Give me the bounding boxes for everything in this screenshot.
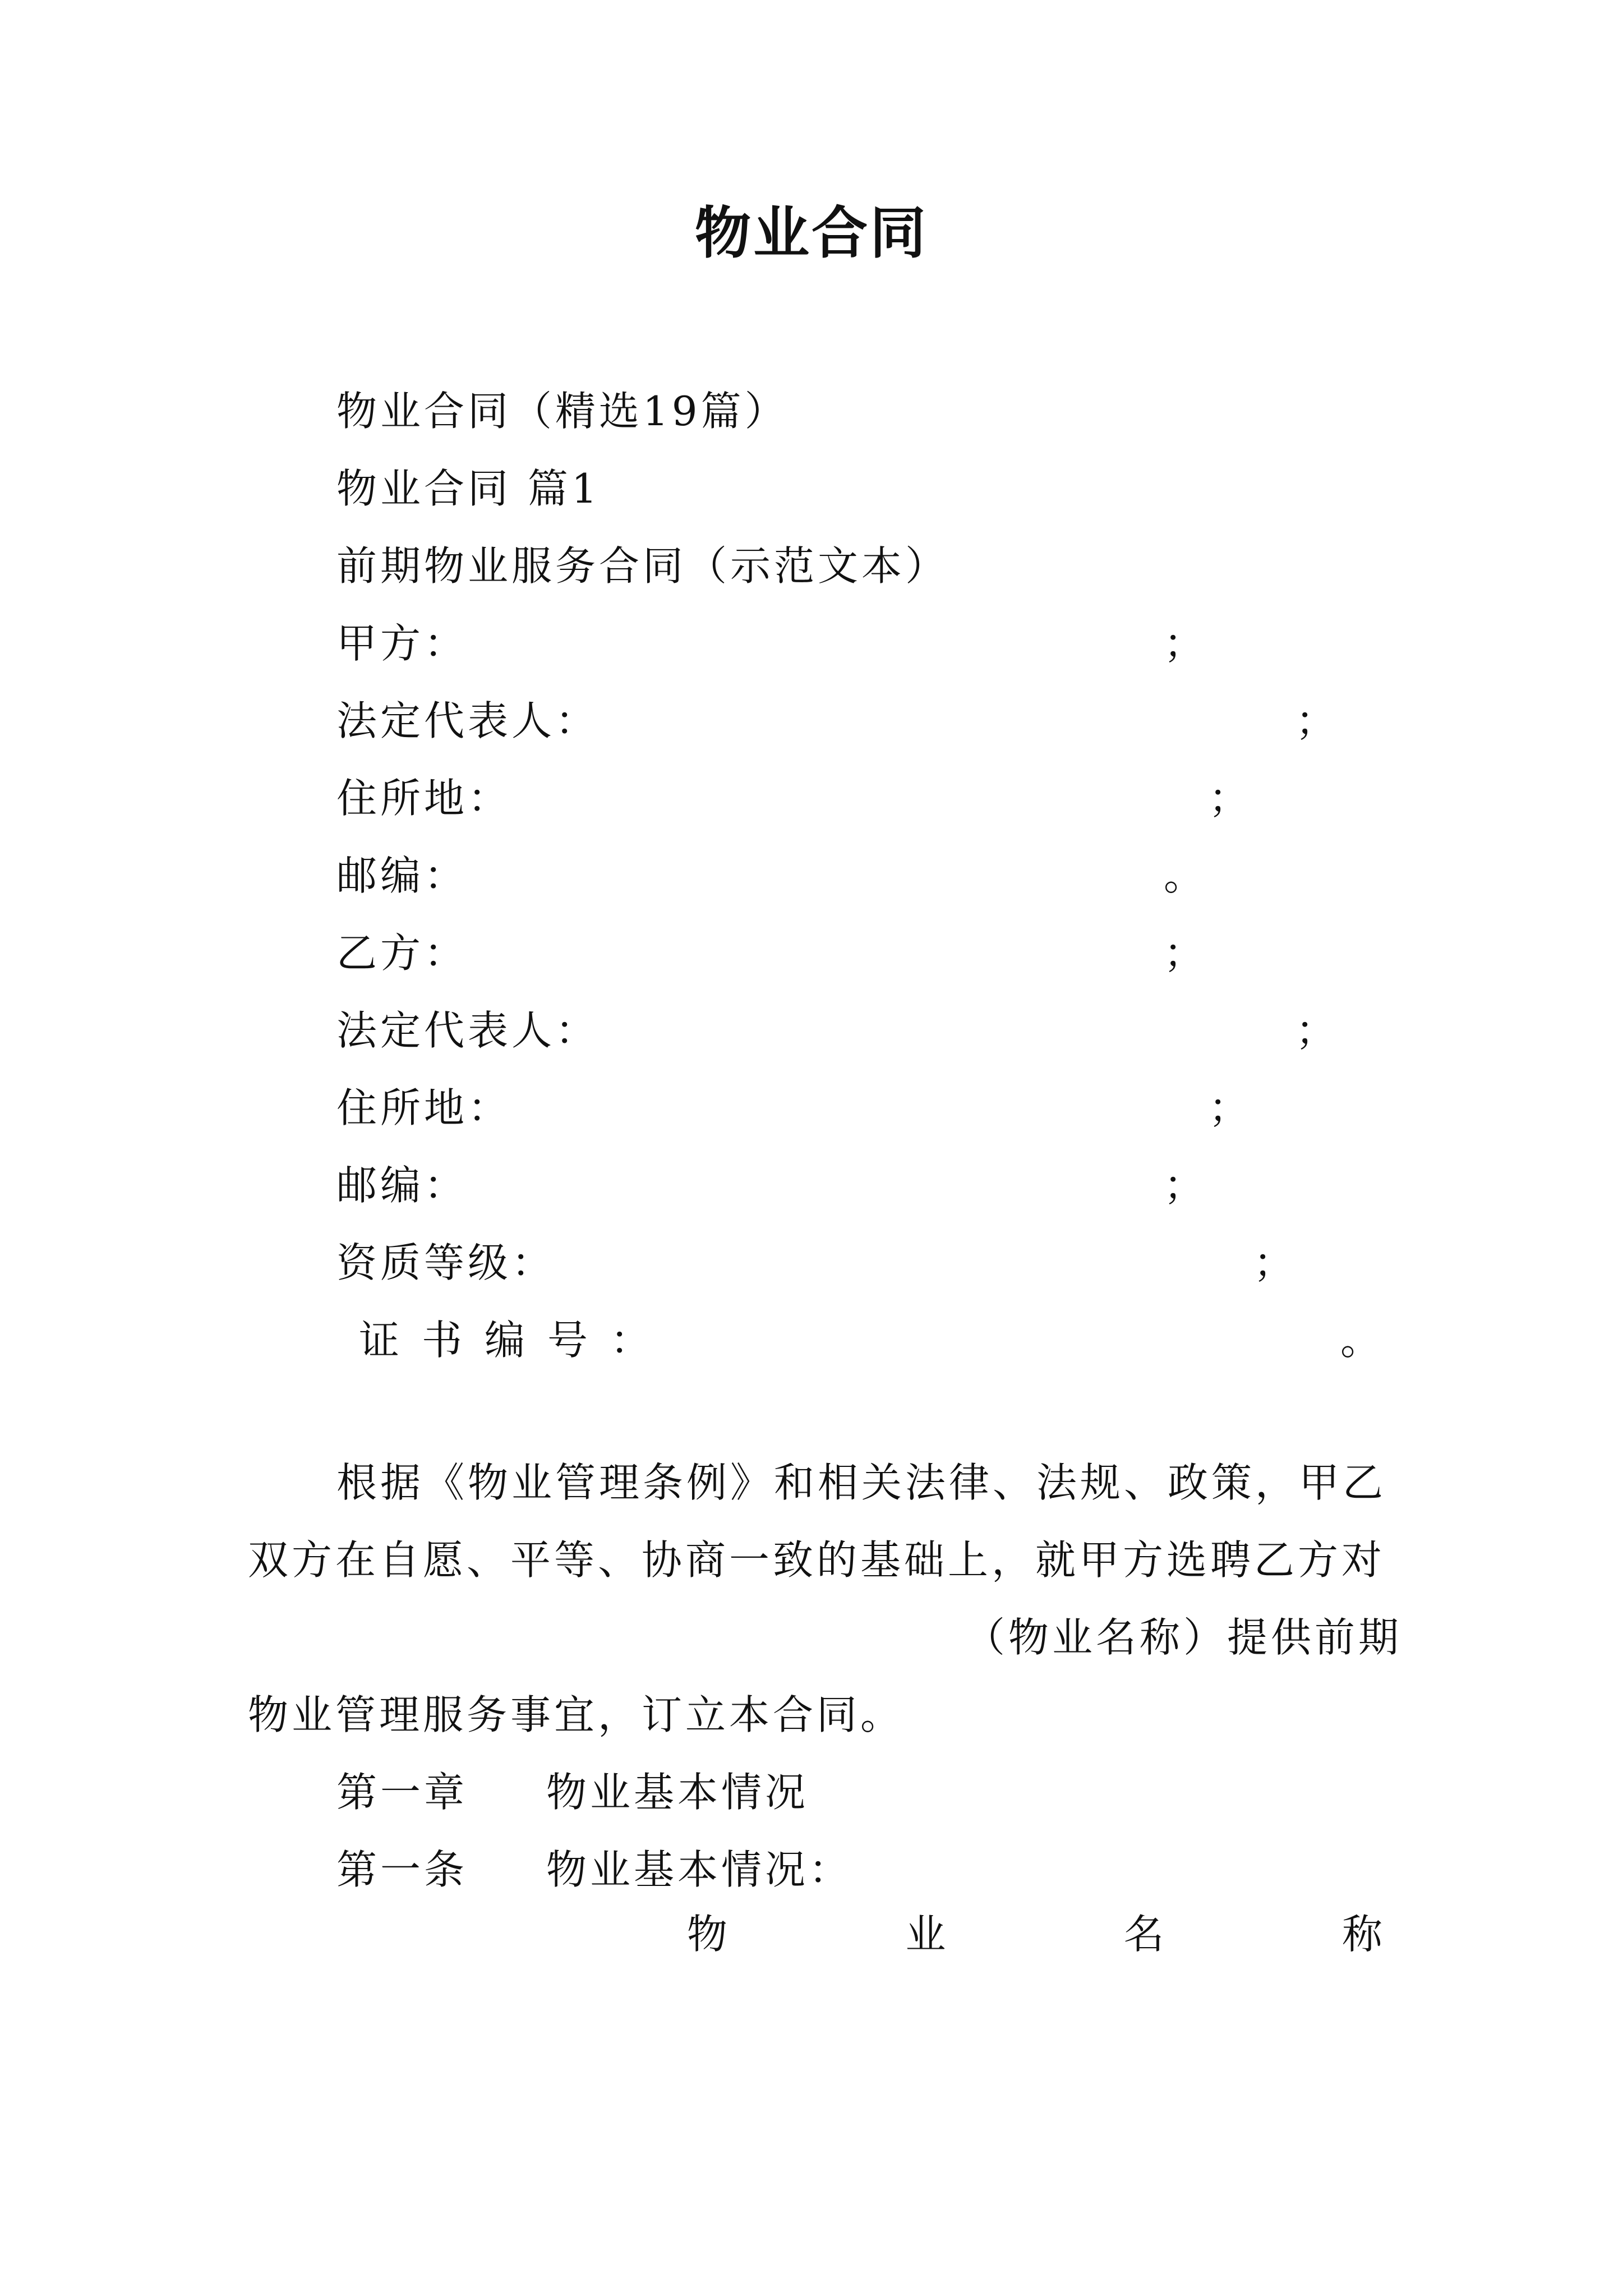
chapter-heading bbox=[336, 1768, 809, 1816]
body-line-1: 根据《物业管理条例》和相关法律、法规、政策，甲乙 bbox=[336, 1459, 1387, 1506]
article-number: 第一条 bbox=[336, 1846, 468, 1893]
party-a-address-end-mark: ； bbox=[1209, 775, 1249, 822]
party-a-rep-label: 法定代表人： bbox=[336, 697, 600, 744]
party-b-address-end-mark: ； bbox=[1209, 1084, 1249, 1131]
field-label-char: 物 bbox=[687, 1911, 728, 1958]
party-b-certificate-label: 证书编号： bbox=[359, 1317, 674, 1364]
party-a-postcode-label: 邮编： bbox=[336, 852, 468, 899]
party-b-rep-label: 法定代表人： bbox=[336, 1007, 600, 1054]
party-b-postcode-end-mark: ； bbox=[1164, 1162, 1205, 1209]
party-a-address-label: 住所地： bbox=[336, 775, 512, 822]
party-a-rep-end-mark: ； bbox=[1295, 697, 1336, 744]
party-b-end-mark: ； bbox=[1164, 930, 1205, 977]
party-b-postcode-label: 邮编： bbox=[336, 1162, 468, 1209]
body-line-4: 物业管理服务事宜，订立本合同。 bbox=[248, 1691, 905, 1738]
party-b-address-label: 住所地： bbox=[336, 1084, 512, 1131]
field-label-char: 称 bbox=[1341, 1911, 1382, 1958]
article-heading bbox=[336, 1846, 852, 1894]
chapter-number: 第一章 bbox=[336, 1769, 468, 1816]
party-b-certificate-end-mark: 。 bbox=[1340, 1317, 1381, 1364]
body-line-3: （物业名称）提供前期 bbox=[965, 1614, 1403, 1661]
party-b-label: 乙方： bbox=[336, 930, 468, 977]
party-b-qualification-end-mark: ； bbox=[1253, 1239, 1294, 1286]
party-a-end-mark: ； bbox=[1164, 620, 1205, 667]
party-b-qualification-label: 资质等级： bbox=[336, 1239, 556, 1286]
document-title: 物业合同 bbox=[695, 200, 928, 266]
section-heading: 物业合同 篇1 bbox=[336, 465, 601, 512]
field-label-char: 业 bbox=[905, 1911, 946, 1958]
body-line-2: 双方在自愿、平等、协商一致的基础上，就甲方选聘乙方对 bbox=[248, 1536, 1386, 1584]
property-name-field-label bbox=[687, 1910, 1382, 1958]
contract-name: 前期物业服务合同（示范文本） bbox=[336, 542, 949, 590]
party-a-label: 甲方： bbox=[336, 620, 468, 667]
article-title: 物业基本情况： bbox=[546, 1846, 853, 1893]
party-a-postcode-end-mark: 。 bbox=[1164, 852, 1205, 899]
field-label-char: 名 bbox=[1123, 1911, 1164, 1958]
party-b-rep-end-mark: ； bbox=[1295, 1007, 1336, 1054]
chapter-title: 物业基本情况 bbox=[546, 1769, 809, 1816]
document-subtitle: 物业合同（精选19篇） bbox=[336, 388, 789, 435]
